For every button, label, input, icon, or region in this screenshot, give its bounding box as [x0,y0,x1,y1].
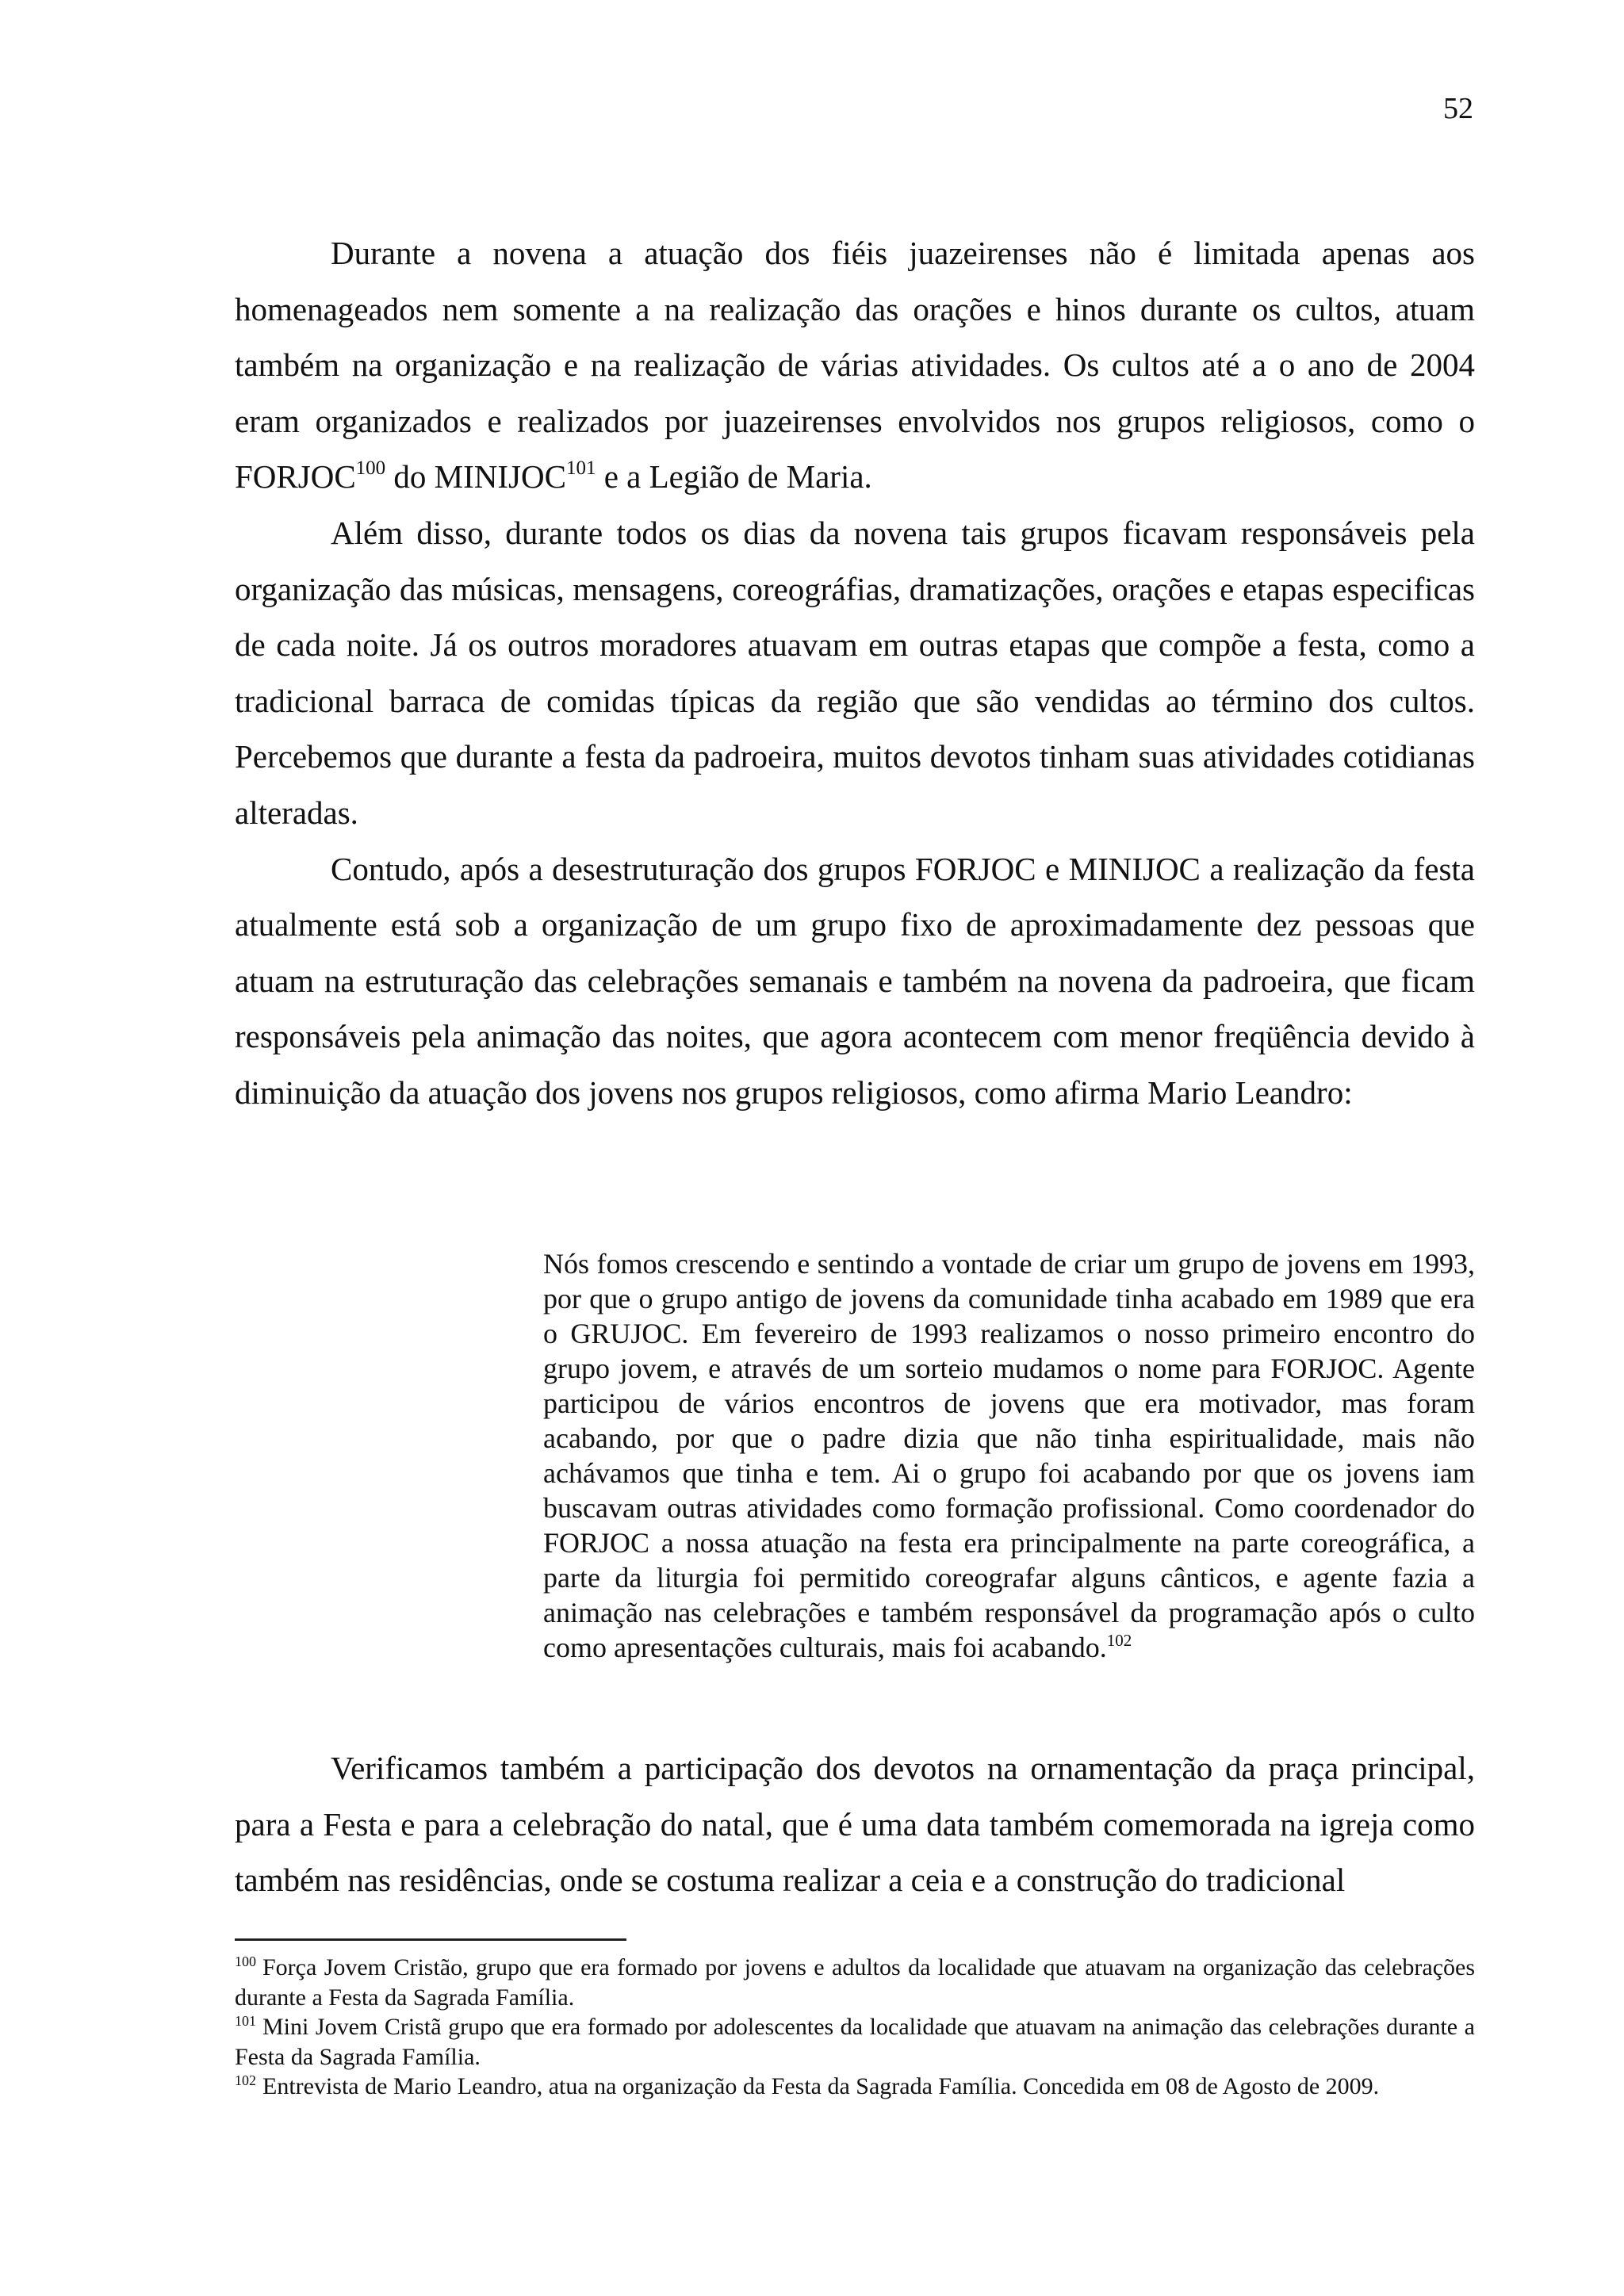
footnote-number: 102 [235,2072,256,2088]
footnote-text: Entrevista de Mario Leandro, atua na organização da Festa da Sagrada Família. Concedida em 08 de Agosto de 2009. [262,2073,1380,2099]
paragraph-1-mid: do MINIJOC [385,458,566,496]
paragraph-1-end: e a Legião de Maria. [596,458,872,496]
quote-text: Nós fomos crescendo e sentindo a vontade de criar um grupo de jovens em 1993, por que o grupo antigo de jovens da comunidade tinha acabado em 1989 que era o GRUJOC. Em fevereiro de 1993 realizamos o nosso primeiro encontro do grupo jovem, e através de um sorteio mudamos o nome para FORJOC. Agente participou de vários encontros de jovens que era motivador, mas foram acabando, por que o padre dizia que não tinha espiritualidade, mais não achávamos que tinha e tem. Ai o grupo foi acabando por que os jovens iam buscavam outras atividades como formação profissional. Como coordenador do FORJOC a nossa atuação na festa era principalmente na parte coreográfica, a parte da liturgia foi permitido coreografar alguns cânticos, e agente fazia a animação nas celebrações e também responsável da programação após o culto como apresentações culturais, mais foi acabando. [543,1248,1475,1663]
footnote-ref-102: 102 [1106,1631,1132,1650]
footnote-text: Mini Jovem Cristã grupo que era formado por adolescentes da localidade que atuavam na animação das celebrações durante a Festa da Sagrada Família. [235,2014,1475,2070]
paragraph-3: Contudo, após a desestruturação dos grupos FORJOC e MINIJOC a realização da festa atualmente está sob a organização de um grupo fixo de aproximadamente dez pessoas que atuam na estruturação das celebrações semanais e também na novena da padroeira, que ficam responsáveis pela animação das noites, que agora acontecem com menor freqüência devido à diminuição da atuação dos jovens nos grupos religiosos, como afirma Mario Leandro: [235,850,1475,1111]
paragraph-2: Além disso, durante todos os dias da novena tais grupos ficavam responsáveis pela organização das músicas, mensagens, coreográfias, dramatizações, orações e etapas especificas de cada noite. Já os outros moradores atuavam em outras etapas que compõe a festa, como a tradicional barraca de comidas típicas da região que são vendidas ao término dos cultos. Percebemos que durante a festa da padroeira, muitos devotos tinham suas atividades cotidianas alteradas. [235,514,1475,831]
footnote-100 [235,1953,1475,2012]
page-number: 52 [1443,92,1473,125]
body-text [235,225,1475,1121]
footnote-number: 100 [235,1954,256,1969]
interview-quote [543,1246,1475,1665]
paragraph-1 [235,225,1475,505]
footnote-separator [235,1938,626,1941]
footnote-ref-100: 100 [355,457,386,480]
paragraph-4: Verificamos também a participação dos devotos na ornamentação da praça principal, para a Festa e para a celebração do natal, que é uma data também comemorada na igreja como também nas residências, onde se costuma realizar a ceia e a construção do tradicional [235,1750,1475,1899]
footnotes [235,1953,1475,2102]
paragraph-1-text: Durante a novena a atuação dos fiéis juazeirenses não é limitada apenas aos homenageados nem somente a na realização das orações e hinos durante os cultos, atuam também na organização e na realização de várias atividades. Os cultos até a o ano de 2004 eram organizados e realizados por juazeirenses envolvidos nos grupos religiosos, como o FORJOC [235,235,1475,496]
body-text-continued [235,1740,1475,1908]
footnote-number: 101 [235,2013,256,2029]
footnote-ref-101: 101 [565,457,596,480]
footnote-102 [235,2072,1475,2102]
footnote-101 [235,2012,1475,2072]
footnote-text: Força Jovem Cristão, grupo que era formado por jovens e adultos da localidade que atuavam na organização das celebrações durante a Festa da Sagrada Família. [235,1954,1475,2011]
